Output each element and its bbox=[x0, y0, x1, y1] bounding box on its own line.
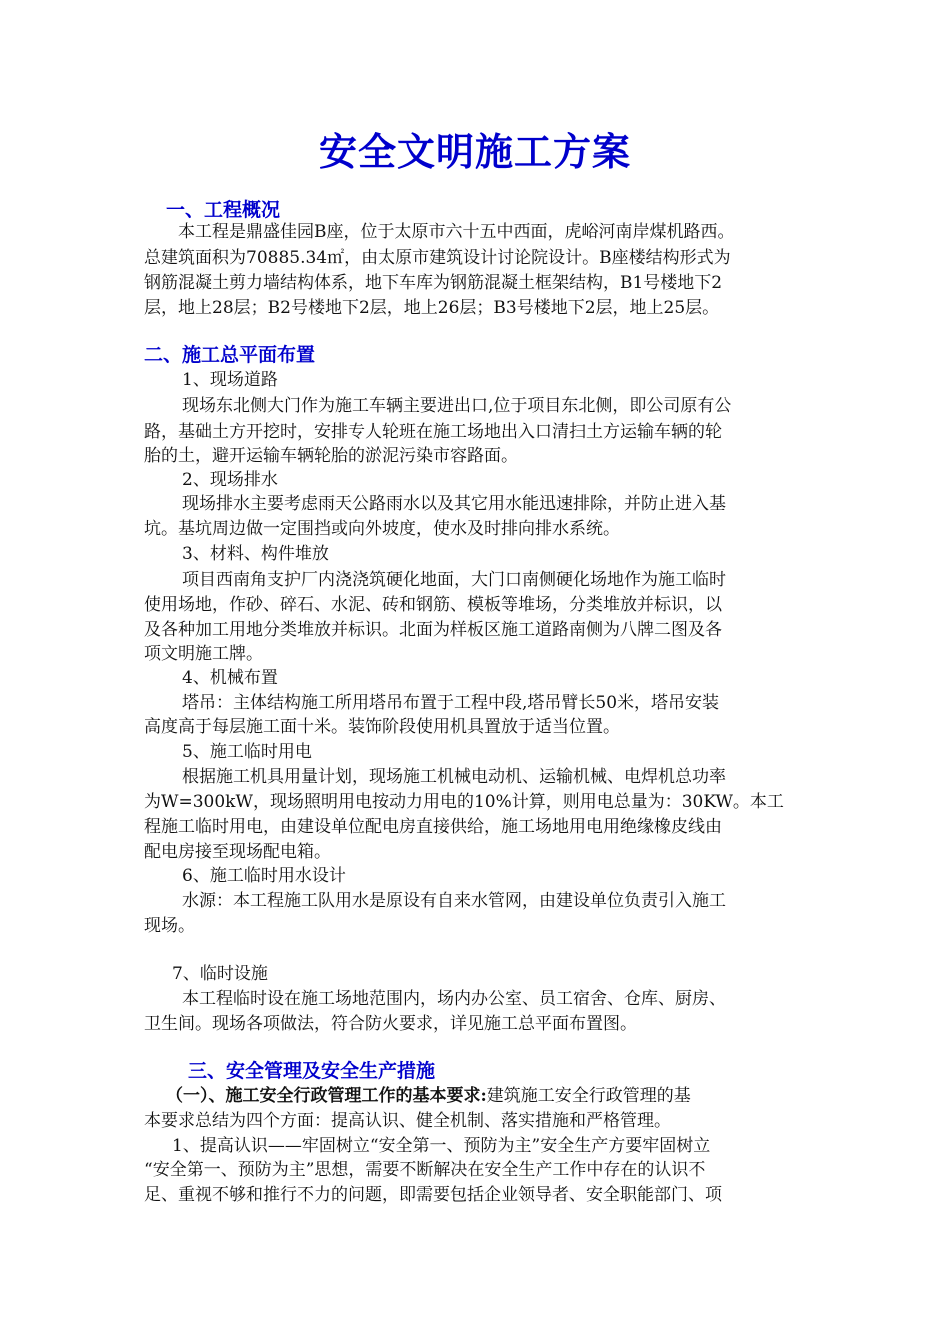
subsection-title: 5、施工临时用电 bbox=[182, 742, 312, 762]
section-heading-overview: 一、工程概况 bbox=[166, 199, 281, 221]
paragraph-line: 本工程是鼎盛佳园B座，位于太原市六十五中西面，虎峪河南岸煤机路西。 bbox=[178, 222, 735, 242]
paragraph-line: 钢筋混凝土剪力墙结构体系，地下车库为钢筋混凝土框架结构，B1号楼地下2 bbox=[144, 273, 723, 293]
paragraph-line bbox=[144, 1083, 846, 1109]
paragraph-line: 现场东北侧大门作为施工车辆主要进出口,位于项目东北侧，即公司原有公 bbox=[182, 396, 732, 416]
subsection-title: 4、机械布置 bbox=[182, 668, 278, 688]
paragraph-line: 胎的土，避开运输车辆轮胎的淤泥污染市容路面。 bbox=[144, 446, 518, 466]
paragraph-line: 为W=300kW，现场照明用电按动力用电的10%计算，则用电总量为：30KW。本工 bbox=[144, 792, 784, 812]
paragraph-line: 总建筑面积为70885.34㎡，由太原市建筑设计讨论院设计。B座楼结构形式为 bbox=[144, 248, 731, 268]
subsection-title: 1、现场道路 bbox=[182, 370, 278, 390]
paragraph-line: 及各种加工用地分类堆放并标识。北面为样板区施工道路南侧为八牌二图及各 bbox=[144, 620, 722, 640]
paragraph-line: 路，基础土方开挖时，安排专人轮班在施工场地出入口清扫土方运输车辆的轮 bbox=[144, 422, 722, 442]
paragraph-line: 使用场地，作砂、碎石、水泥、砖和钢筋、模板等堆场，分类堆放并标识，以 bbox=[144, 595, 722, 615]
subsection-title: 2、现场排水 bbox=[182, 470, 278, 490]
paragraph-line: 本工程临时设在施工场地范围内，场内办公室、员工宿舍、仓库、厨房、 bbox=[182, 989, 726, 1009]
document-title: 安全文明施工方案 bbox=[318, 129, 631, 174]
subsection-title: 7、临时设施 bbox=[172, 964, 268, 984]
paragraph-line: 卫生间。现场各项做法，符合防火要求，详见施工总平面布置图。 bbox=[144, 1014, 637, 1034]
paragraph-line: 现场排水主要考虑雨天公路雨水以及其它用水能迅速排除，并防止进入基 bbox=[182, 494, 726, 514]
paragraph-line: 坑。基坑周边做一定围挡或向外坡度，使水及时排向排水系统。 bbox=[144, 519, 620, 539]
paragraph-line: 现场。 bbox=[144, 916, 195, 936]
paragraph-line: 程施工临时用电，由建设单位配电房直接供给，施工场地用电用绝缘橡皮线由 bbox=[144, 817, 722, 837]
paragraph-line: 塔吊：主体结构施工所用塔吊布置于工程中段,塔吊臂长50米，塔吊安装 bbox=[182, 693, 720, 713]
paragraph-line: 水源：本工程施工队用水是原设有自来水管网，由建设单位负责引入施工 bbox=[182, 891, 726, 911]
paragraph-line: 根据施工机具用量计划，现场施工机械电动机、运输机械、电焊机总功率 bbox=[182, 767, 726, 787]
paragraph-line: 项文明施工牌。 bbox=[144, 644, 263, 664]
subsection-title: 3、材料、构件堆放 bbox=[182, 544, 329, 564]
subsection-title: 6、施工临时用水设计 bbox=[182, 866, 346, 886]
paragraph-line: “安全第一、预防为主”思想，需要不断解决在安全生产工作中存在的认识不 bbox=[144, 1160, 706, 1180]
paragraph-line: 层，地上28层；B2号楼地下2层，地上26层；B3号楼地下2层，地上25层。 bbox=[144, 298, 720, 318]
section-heading-safety-management: 三、安全管理及安全生产措施 bbox=[188, 1060, 436, 1082]
paragraph-line: 配电房接至现场配电箱。 bbox=[144, 842, 331, 862]
paragraph-lead-bold: （一）、施工安全行政管理工作的基本要求: bbox=[166, 1086, 487, 1106]
paragraph-line: 本要求总结为四个方面：提高认识、健全机制、落实措施和严格管理。 bbox=[144, 1111, 671, 1131]
paragraph-line: 1、提高认识——牢固树立“安全第一、预防为主”安全生产方要牢固树立 bbox=[172, 1136, 711, 1156]
paragraph-line: 足、重视不够和推行不力的问题，即需要包括企业领导者、安全职能部门、项 bbox=[144, 1185, 722, 1205]
paragraph-line: 项目西南角支护厂内浇浇筑硬化地面，大门口南侧硬化场地作为施工临时 bbox=[182, 570, 726, 590]
section-heading-site-layout: 二、施工总平面布置 bbox=[144, 344, 316, 366]
paragraph-lead-rest: 建筑施工安全行政管理的基 bbox=[486, 1086, 691, 1106]
paragraph-line: 高度高于每层施工面十米。装饰阶段使用机具置放于适当位置。 bbox=[144, 717, 620, 737]
